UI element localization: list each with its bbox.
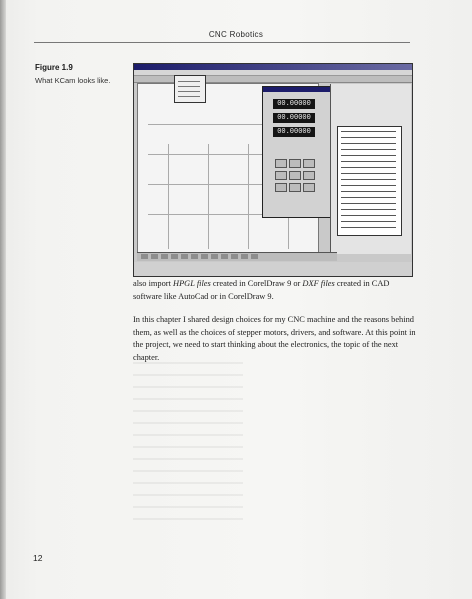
jog-button (289, 183, 301, 192)
jog-button (275, 183, 287, 192)
figure-caption: What KCam looks like. (35, 76, 111, 85)
page-number: 12 (33, 553, 43, 563)
screenshot-open-menu (174, 75, 206, 103)
paragraph-text: also import (133, 279, 174, 288)
x-readout: 00.00000 (273, 99, 315, 109)
show-through-text (133, 362, 243, 522)
paragraph-text: created in CAD software like AutoCad or in CorelDraw 9. (133, 279, 390, 301)
jog-button (289, 159, 301, 168)
jog-button (275, 171, 287, 180)
grid-line (248, 144, 249, 249)
figure-label: Figure 1.9 (35, 63, 73, 72)
y-readout: 00.00000 (273, 113, 315, 123)
paragraph-summary: In this chapter I shared design choices for my CNC machine and the reasons behind them, as well as the choices of stepper motors, drivers, and software. At this point in the project, we need to start thinking about the electronics, the topic of the next chapter. (133, 315, 416, 362)
page-binding-shadow (0, 0, 6, 599)
jog-button (303, 171, 315, 180)
dialog-titlebar (263, 87, 333, 92)
jog-button (275, 159, 287, 168)
hpgl-term: HPGL files (173, 279, 211, 288)
z-readout: 00.00000 (273, 127, 315, 137)
paragraph-text: created in CorelDraw 9 or (210, 279, 303, 288)
running-header: CNC Robotics (208, 30, 264, 39)
screenshot-statusbar (137, 252, 337, 261)
jog-button (289, 171, 301, 180)
kcam-screenshot (133, 63, 413, 277)
jog-button (303, 159, 315, 168)
screenshot-position-dialog (262, 86, 334, 218)
dxf-term: DXF files (302, 279, 335, 288)
screenshot-code-list (337, 126, 402, 236)
screenshot-bottom-area (134, 262, 412, 276)
grid-line (168, 144, 169, 249)
jog-button (303, 183, 315, 192)
paragraph-import (133, 278, 418, 303)
header-rule (34, 42, 410, 43)
grid-line (208, 144, 209, 249)
